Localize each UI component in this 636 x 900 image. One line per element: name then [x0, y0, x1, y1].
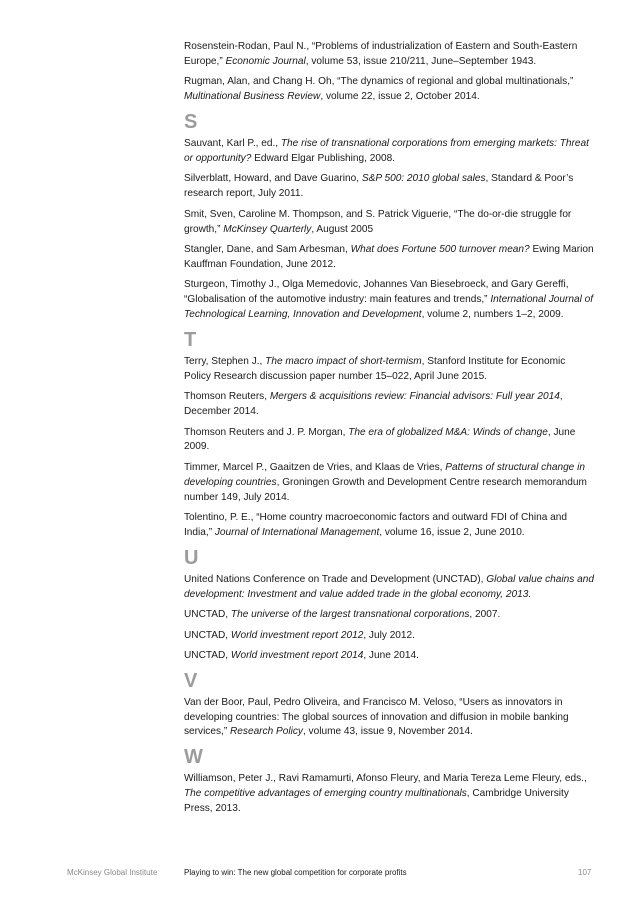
reference-text: Sauvant, Karl P., ed., [184, 137, 281, 149]
section-letter-t: T [184, 328, 197, 351]
reference-text: Thomson Reuters, [184, 391, 270, 403]
reference-title: World investment report 2012 [230, 629, 364, 641]
reference-text: , August 2005 [311, 223, 374, 235]
reference-text: , volume 43, issue 9, November 2014. [302, 726, 473, 738]
reference-entry [184, 243, 594, 273]
reference-text: Terry, Stephen J., [184, 355, 266, 367]
reference-title: Research Policy [230, 726, 303, 738]
reference-text: UNCTAD, [184, 650, 231, 662]
reference-entry [184, 511, 594, 541]
reference-title: International Journal of Technological Learning, Innovation and Development [184, 294, 594, 321]
reference-text: , Groningen Growth and Development Centre research memorandum number 149, July 2014. [184, 476, 587, 503]
reference-entry [184, 137, 594, 167]
reference-text: Williamson, Peter J., Ravi Ramamurti, Afonso Fleury, and Maria Tereza Leme Fleury, eds., [184, 772, 587, 784]
reference-title: The macro impact of short-termism [265, 355, 422, 367]
reference-title: The rise of transnational corporations from emerging markets: Threat or opportunity? [184, 137, 589, 164]
reference-entry [184, 172, 594, 202]
reference-text: Stangler, Dane, and Sam Arbesman, [184, 244, 351, 256]
reference-title: Global value chains and development: Investment and value added trade in the global economy, 2013. [184, 573, 594, 600]
reference-entry [184, 278, 594, 323]
reference-text: , Stanford Institute for Economic Policy Research discussion paper number 15–022, April June 2015. [184, 355, 566, 382]
section-letter-w: W [184, 745, 203, 768]
reference-text: , volume 16, issue 2, June 2010. [379, 527, 525, 539]
footer-report-title: Playing to win: The new global competition for corporate profits [184, 868, 407, 877]
footer-organization: McKinsey Global Institute [67, 868, 158, 877]
reference-text: Edward Elgar Publishing, 2008. [251, 152, 395, 164]
reference-entry [184, 573, 594, 603]
reference-text: United Nations Conference on Trade and Development (UNCTAD), [184, 573, 487, 585]
reference-title: What does Fortune 500 turnover mean? [350, 244, 530, 256]
reference-text: Van der Boor, Paul, Pedro Oliveira, and Francisco M. Veloso, “Users as innovators in developing countries: The global sources of innovation and diffusion in mobile banking services,” [184, 696, 569, 738]
reference-title: S&P 500: 2010 global sales [361, 173, 486, 185]
reference-entry [184, 772, 594, 817]
reference-text: Smit, Sven, Caroline M. Thompson, and S. Patrick Viguerie, “The do-or-die struggle for growth,” [184, 208, 572, 235]
reference-title: Patterns of structural change in developing countries [184, 461, 585, 488]
reference-title: The universe of the largest transnational corporations [230, 609, 470, 621]
reference-title: Multinational Business Review [184, 91, 321, 103]
reference-entry [184, 208, 594, 238]
section-letter-s: S [184, 110, 198, 133]
reference-title: World investment report 2014 [230, 650, 364, 662]
reference-text: Timmer, Marcel P., Gaaitzen de Vries, and Klaas de Vries, [184, 461, 446, 473]
reference-text: , July 2012. [363, 629, 415, 641]
reference-title: Journal of International Management [214, 527, 380, 539]
reference-text: Sturgeon, Timothy J., Olga Memedovic, Johannes Van Biesebroeck, and Gary Gereffi, “Globalisation of the automotive industry: main features and trends,” [184, 279, 569, 306]
reference-text: , December 2014. [184, 391, 563, 418]
reference-title: Economic Journal [225, 55, 306, 67]
reference-text: Rosenstein-Rodan, Paul N., “Problems of industrialization of Eastern and South-Eastern Europe,” [184, 41, 578, 67]
reference-entry [184, 696, 594, 741]
reference-entry [184, 608, 594, 623]
reference-text: , volume 53, issue 210/211, June–September 1943. [305, 55, 537, 67]
reference-title: The competitive advantages of emerging country multinationals [184, 787, 467, 799]
reference-text: UNCTAD, [184, 629, 231, 641]
reference-entry [184, 629, 594, 644]
reference-title: Mergers & acquisitions review: Financial advisors: Full year 2014 [269, 391, 560, 403]
reference-entry [184, 426, 594, 456]
reference-text: , Standard & Poor’s research report, July 2011. [184, 173, 574, 200]
reference-text: UNCTAD, [184, 609, 231, 621]
reference-text: , volume 2, numbers 1–2, 2009. [421, 309, 564, 321]
reference-text: Rugman, Alan, and Chang H. Oh, “The dynamics of regional and global multinationals,” [184, 76, 574, 88]
reference-entry [184, 390, 594, 420]
reference-title: The era of globalized M&A: Winds of change [348, 426, 548, 438]
reference-text: , Cambridge University Press, 2013. [184, 787, 569, 814]
section-letter-u: U [184, 546, 199, 569]
reference-text: , June 2014. [363, 650, 419, 662]
reference-text: Thomson Reuters and J. P. Morgan, [184, 426, 349, 438]
reference-entry [184, 75, 594, 105]
reference-text: , June 2009. [184, 426, 576, 453]
reference-text: , 2007. [469, 609, 501, 621]
reference-text: Ewing Marion Kauffman Foundation, June 2012. [184, 244, 594, 270]
reference-text: Silverblatt, Howard, and Dave Guarino, [184, 173, 362, 185]
reference-entry [184, 40, 594, 70]
reference-entry [184, 461, 594, 506]
reference-title: McKinsey Quarterly [223, 223, 312, 235]
reference-text: , volume 22, issue 2, October 2014. [320, 91, 480, 103]
page-number: 107 [578, 868, 592, 877]
reference-entry [184, 355, 594, 385]
reference-text: Tolentino, P. E., “Home country macroeconomic factors and outward FDI of China and India,” [184, 512, 567, 539]
bibliography [184, 40, 594, 822]
section-letter-v: V [184, 669, 198, 692]
reference-entry [184, 649, 594, 664]
